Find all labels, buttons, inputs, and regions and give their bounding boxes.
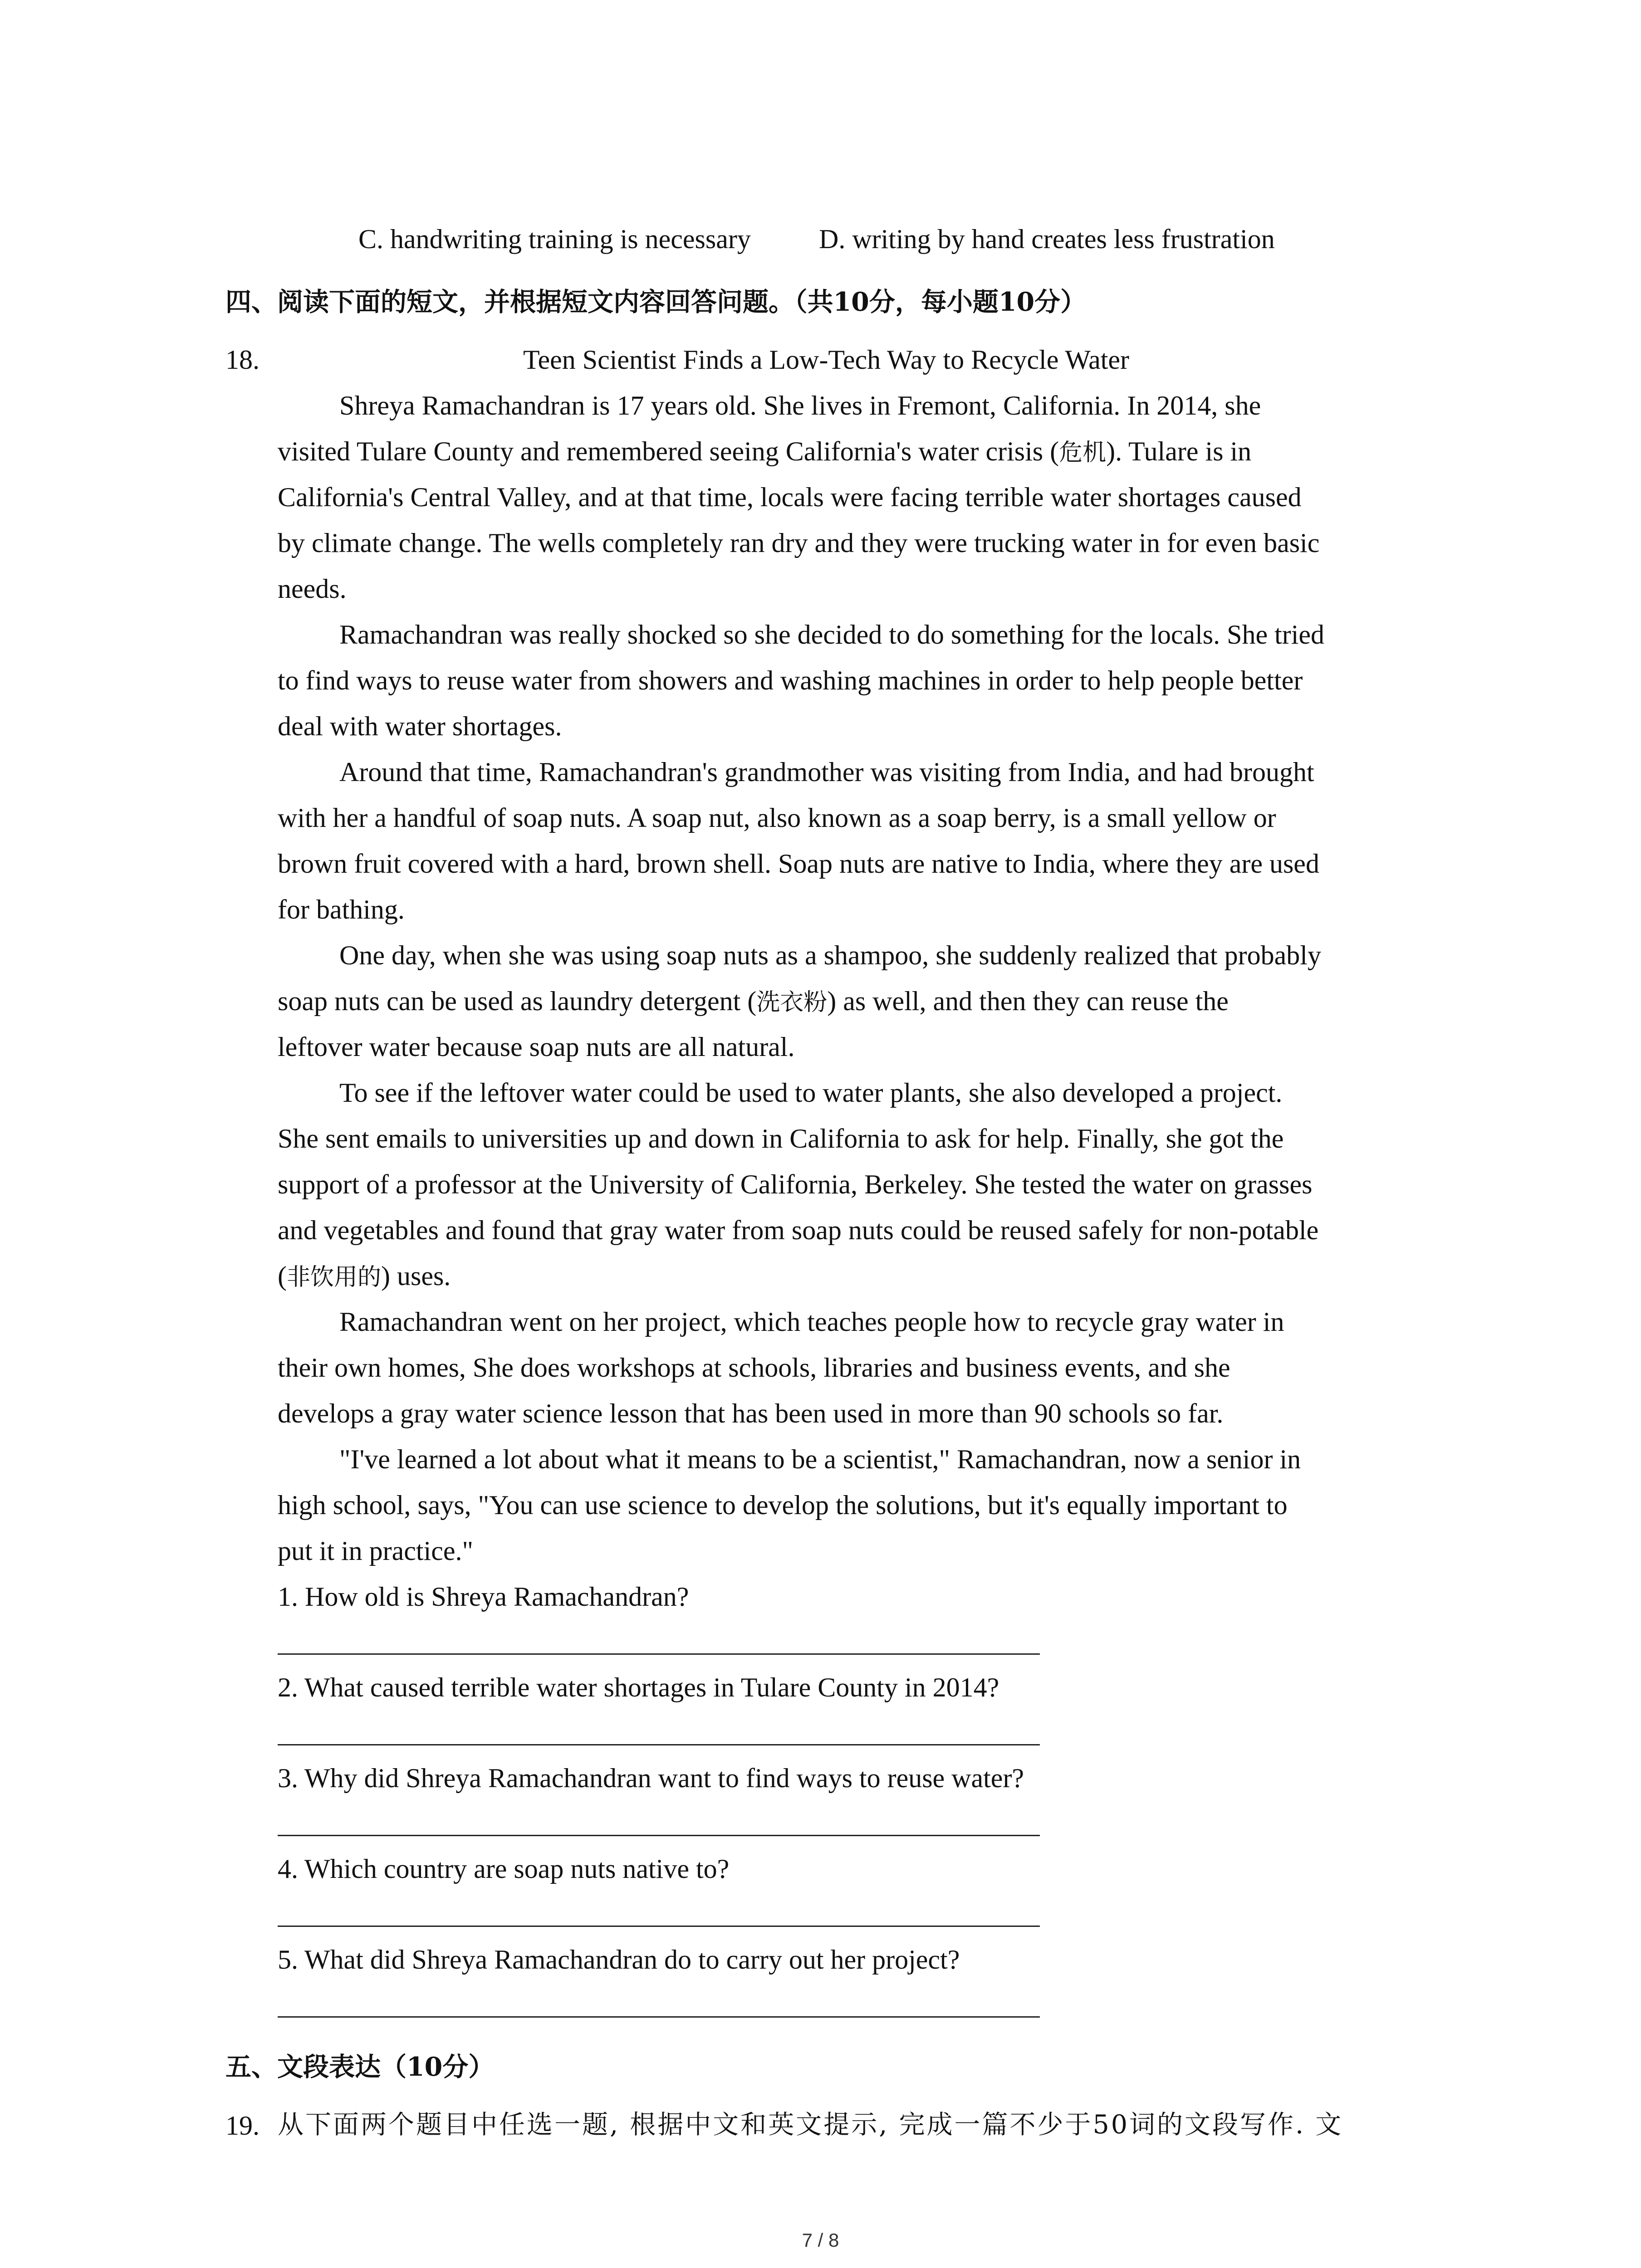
passage-line: Ramachandran was really shocked so she decided to do something for the locals. She tried [339, 620, 1325, 650]
passage-line: deal with water shortages. [278, 711, 562, 741]
answer-blank-5[interactable] [278, 2016, 1040, 2018]
passage-line: To see if the leftover water could be used to water plants, she also developed a project. [339, 1078, 1283, 1108]
option-c: C. handwriting training is necessary [358, 224, 751, 254]
passage-line: Around that time, Ramachandran's grandmother was visiting from India, and had brought [339, 757, 1314, 787]
question-item: 4. Which country are soap nuts native to? [278, 1854, 730, 1884]
question-item: 1. How old is Shreya Ramachandran? [278, 1582, 689, 1612]
passage-line: brown fruit covered with a hard, brown shell. Soap nuts are native to India, where they are used [278, 849, 1319, 879]
writing-prompt: 从下面两个题目中任选一题, 根据中文和英文提示, 完成一篇不少于50词的文段写作. 文 [278, 2110, 1343, 2140]
passage-line: and vegetables and found that gray water from soap nuts could be reused safely for non-potable [278, 1215, 1319, 1245]
question-number-19: 19. [225, 2111, 260, 2141]
passage-line: soap nuts can be used as laundry detergent (洗衣粉) as well, and then they can reuse the [278, 986, 1229, 1016]
passage-line: She sent emails to universities up and down in California to ask for help. Finally, she got the [278, 1124, 1284, 1154]
passage-line: for bathing. [278, 894, 405, 924]
passage-line: "I've learned a lot about what it means to be a scientist," Ramachandran, now a senior in [339, 1444, 1301, 1474]
gloss-non-potable: 非饮用的 [286, 1264, 381, 1291]
section-4-heading: 四、阅读下面的短文，并根据短文内容回答问题。（共10分，每小题10分） [225, 287, 1087, 317]
page-number: 7 / 8 [802, 2229, 839, 2251]
passage-line: with her a handful of soap nuts. A soap nut, also known as a soap berry, is a small yellow or [278, 803, 1276, 833]
passage-title: Teen Scientist Finds a Low-Tech Way to Recycle Water [523, 345, 1129, 375]
answer-blank-2[interactable] [278, 1744, 1040, 1745]
passage-line: leftover water because soap nuts are all natural. [278, 1032, 795, 1062]
question-item: 3. Why did Shreya Ramachandran want to find ways to reuse water? [278, 1763, 1024, 1793]
question-number-18: 18. [225, 345, 260, 375]
passage-line: (非饮用的) uses. [278, 1261, 451, 1291]
section-5-heading: 五、文段表达（10分） [225, 2052, 495, 2082]
passage-line: put it in practice." [278, 1536, 474, 1566]
question-item: 5. What did Shreya Ramachandran do to carry out her project? [278, 1945, 960, 1975]
answer-blank-3[interactable] [278, 1835, 1040, 1836]
option-d: D. writing by hand creates less frustration [819, 224, 1275, 254]
passage-line: develops a gray water science lesson that has been used in more than 90 schools so far. [278, 1398, 1224, 1428]
passage-line: One day, when she was using soap nuts as a shampoo, she suddenly realized that probably [339, 940, 1321, 970]
question-item: 2. What caused terrible water shortages in Tulare County in 2014? [278, 1672, 999, 1702]
passage-line: support of a professor at the University of California, Berkeley. She tested the water on grasses [278, 1169, 1313, 1199]
passage-line: California's Central Valley, and at that time, locals were facing terrible water shortages caused [278, 482, 1302, 512]
answer-blank-4[interactable] [278, 1926, 1040, 1927]
passage-line: to find ways to reuse water from showers and washing machines in order to help people better [278, 665, 1303, 695]
passage-line: Shreya Ramachandran is 17 years old. She lives in Fremont, California. In 2014, she [339, 391, 1261, 420]
passage-line: visited Tulare County and remembered seeing California's water crisis (危机). Tulare is in [278, 436, 1252, 466]
passage-line: needs. [278, 574, 347, 604]
passage-line: their own homes, She does workshops at schools, libraries and business events, and she [278, 1353, 1230, 1383]
passage-line: high school, says, "You can use science to develop the solutions, but it's equally important to [278, 1490, 1288, 1520]
passage-line: by climate change. The wells completely ran dry and they were trucking water in for even basic [278, 528, 1320, 558]
answer-blank-1[interactable] [278, 1653, 1040, 1655]
passage-line: Ramachandran went on her project, which teaches people how to recycle gray water in [339, 1307, 1284, 1337]
gloss-crisis: 危机 [1059, 439, 1107, 466]
gloss-detergent: 洗衣粉 [756, 989, 828, 1016]
